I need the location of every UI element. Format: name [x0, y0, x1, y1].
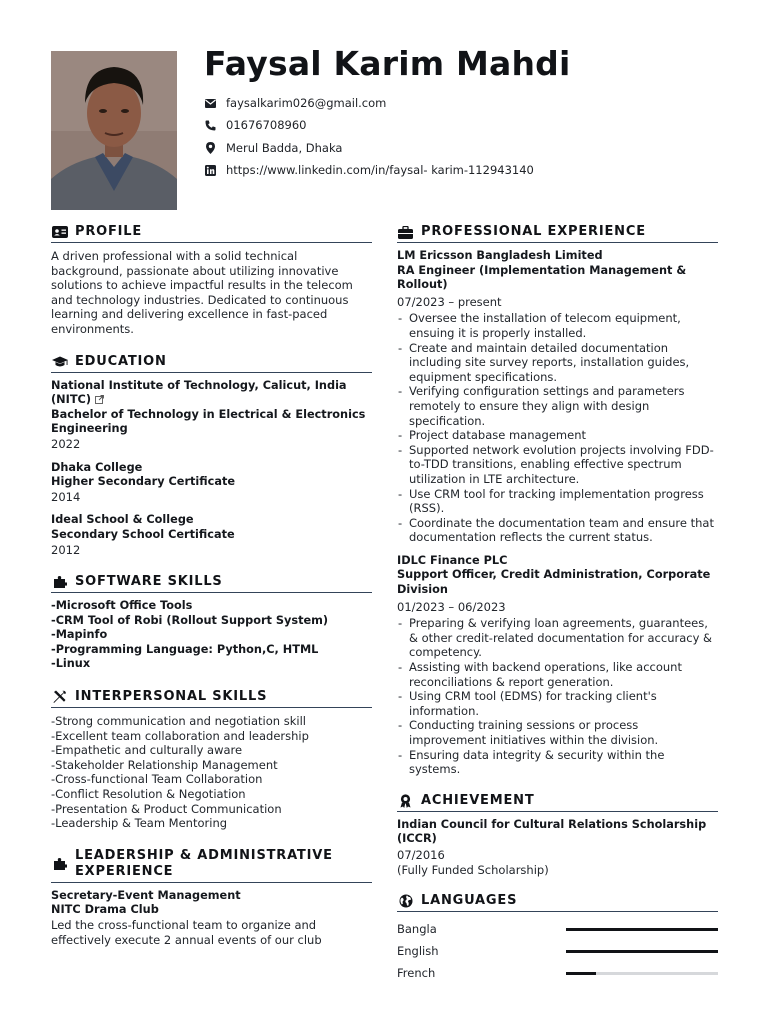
- list-item: - Project database management: [397, 428, 718, 443]
- list-item: - Supported network evolution projects involving FDD-to-TDD transitions, enabling effective spectrum utilization in LTE architecture.: [397, 443, 718, 487]
- job-entry: [397, 554, 718, 777]
- achievement-date: 07/2016: [397, 847, 445, 862]
- list-item: - Conducting training sessions or process improvement initiatives within the division.: [397, 718, 718, 747]
- language-name: French: [397, 966, 436, 981]
- list-item: - Oversee the installation of telecom equipment, ensuing it is properly installed.: [397, 311, 718, 340]
- experience-title: PROFESSIONAL EXPERIENCE: [421, 224, 646, 239]
- puzzle-icon: [51, 857, 68, 871]
- job-bullets: [397, 616, 718, 777]
- leadership-title: LEADERSHIP & ADMINISTRATIVE EXPERIENCE: [75, 847, 333, 879]
- profile-header: [51, 224, 372, 243]
- software-skills-header: [51, 574, 372, 593]
- job-role: RA Engineer (Implementation Management & Rollout): [397, 263, 687, 292]
- interpersonal-skills-header: [51, 689, 372, 708]
- list-item: -Cross-functional Team Collaboration: [51, 772, 263, 787]
- leadership-role: Secretary-Event Management: [51, 888, 241, 902]
- list-item: - Verifying configuration settings and parameters remotely to ensure they align with design specification.: [397, 384, 718, 428]
- job-role: Support Officer, Credit Administration, Corporate Division: [397, 568, 711, 597]
- school-name: National Institute of Technology, Calicut, India (NITC): [51, 378, 347, 407]
- education-section: [51, 354, 372, 558]
- achievement-note: (Fully Funded Scholarship): [397, 862, 549, 877]
- mail-icon: [204, 97, 216, 109]
- list-item: - Coordinate the documentation team and ensure that documentation reflects the current status.: [397, 516, 718, 545]
- language-level-bar: [566, 928, 718, 931]
- left-column: [51, 224, 372, 947]
- contact-list: [204, 92, 534, 181]
- leadership-org: NITC Drama Club: [51, 903, 159, 917]
- education-item: [51, 379, 372, 452]
- list-item: -Conflict Resolution & Negotiation: [51, 787, 246, 802]
- languages-title: LANGUAGES: [421, 893, 518, 909]
- external-link-icon[interactable]: [95, 395, 104, 404]
- interpersonal-skills-section: [51, 689, 372, 831]
- phone-icon: [204, 119, 216, 131]
- briefcase-icon: [397, 225, 414, 239]
- interpersonal-skills-title: INTERPERSONAL SKILLS: [75, 689, 268, 705]
- experience-section: [397, 224, 718, 777]
- degree-name: Higher Secondary Certificate: [51, 475, 236, 489]
- list-item: -CRM Tool of Robi (Rollout Support System): [51, 613, 329, 627]
- job-company: LM Ericsson Bangladesh Limited: [397, 249, 603, 262]
- contact-email[interactable]: faysalkarim026@gmail.com: [204, 92, 534, 114]
- achievement-header: [397, 793, 718, 812]
- profile-title: PROFILE: [75, 224, 143, 239]
- globe-icon: [397, 894, 414, 908]
- list-item: -Strong communication and negotiation skill: [51, 714, 306, 729]
- list-item: - Create and maintain detailed documentation including site survey reports, installation guides, equipment specifications.: [397, 341, 718, 385]
- languages-header: [397, 893, 718, 912]
- language-row: [397, 940, 718, 962]
- location-icon: [204, 142, 216, 154]
- achievement-section: [397, 793, 718, 877]
- list-item: - Ensuring data integrity & security within the systems.: [397, 748, 718, 777]
- list-item: -Excellent team collaboration and leadership: [51, 728, 309, 743]
- list-item: -Programming Language: Python,C, HTML: [51, 642, 319, 656]
- profile-text: A driven professional with a solid technical background, passionate about utilizing innovative solutions to achieve impactful results in the telecom and technology industries. Dedicated to continuous learning and delivering excellence in fast-paced environments.: [51, 249, 353, 336]
- list-item: -Presentation & Product Communication: [51, 801, 282, 816]
- education-item: [51, 513, 372, 557]
- education-title: EDUCATION: [75, 353, 167, 369]
- tools-icon: [51, 690, 68, 704]
- list-item: -Leadership & Team Mentoring: [51, 816, 228, 831]
- language-level-bar: [566, 972, 718, 975]
- list-item: -Stakeholder Relationship Management: [51, 757, 278, 772]
- list-item: -Mapinfo: [51, 628, 108, 642]
- list-item: - Assisting with backend operations, like account reconciliations & report generation.: [397, 660, 718, 689]
- job-entry: [397, 249, 718, 545]
- school-name: Dhaka College: [51, 460, 143, 474]
- language-row: [397, 962, 718, 984]
- job-dates: 07/2023 – present: [397, 294, 502, 309]
- school-name: Ideal School & College: [51, 513, 194, 527]
- language-row: [397, 918, 718, 940]
- leadership-section: [51, 848, 372, 947]
- linkedin-icon: [204, 164, 216, 176]
- education-header: [51, 354, 372, 373]
- job-company: IDLC Finance PLC: [397, 553, 508, 567]
- education-item: [51, 461, 372, 505]
- list-item: -Empathetic and culturally aware: [51, 743, 243, 758]
- job-dates: 01/2023 – 06/2023: [397, 599, 506, 614]
- profile-section: [51, 224, 372, 337]
- degree-name: Bachelor of Technology in Electrical & Electronics Engineering: [51, 407, 366, 436]
- list-item: -Linux: [51, 657, 91, 671]
- interpersonal-skills-list: [51, 714, 372, 831]
- candidate-name: Faysal Karim Mahdi: [204, 44, 571, 83]
- list-item: -Microsoft Office Tools: [51, 599, 193, 613]
- list-item: - Preparing & verifying loan agreements, guarantees, & other credit-related documentation for accuracy & competency.: [397, 616, 718, 660]
- degree-name: Secondary School Certificate: [51, 527, 235, 541]
- language-level-bar: [566, 950, 718, 953]
- award-icon: [397, 794, 414, 808]
- list-item: - Using CRM tool (EDMS) for tracking client's information.: [397, 689, 718, 718]
- experience-header: [397, 224, 718, 243]
- education-year: 2014: [51, 489, 81, 504]
- id-card-icon: [51, 225, 68, 239]
- contact-linkedin[interactable]: https://www.linkedin.com/in/faysal- karim-112943140: [204, 159, 534, 181]
- language-name: English: [397, 944, 439, 959]
- puzzle-icon: [51, 575, 68, 589]
- software-skills-list: [51, 599, 372, 672]
- graduation-cap-icon: [51, 355, 68, 369]
- list-item: - Use CRM tool for tracking implementation progress (RSS).: [397, 487, 718, 516]
- contact-location: Merul Badda, Dhaka: [204, 137, 534, 159]
- languages-section: [397, 893, 718, 984]
- education-year: 2022: [51, 436, 81, 451]
- achievement-title: ACHIEVEMENT: [421, 792, 535, 808]
- achievement-name: Indian Council for Cultural Relations Scholarship (ICCR): [397, 817, 707, 846]
- language-name: Bangla: [397, 922, 437, 937]
- software-skills-section: [51, 574, 372, 672]
- education-year: 2012: [51, 542, 81, 557]
- profile-photo: [51, 51, 177, 210]
- leadership-text: Led the cross-functional team to organize and effectively execute 2 annual events of our club: [51, 918, 322, 947]
- language-list: [397, 918, 718, 984]
- right-column: [397, 224, 718, 984]
- job-bullets: [397, 311, 718, 545]
- leadership-header: [51, 848, 372, 883]
- software-skills-title: SOFTWARE SKILLS: [75, 574, 223, 590]
- contact-phone[interactable]: 01676708960: [204, 114, 534, 136]
